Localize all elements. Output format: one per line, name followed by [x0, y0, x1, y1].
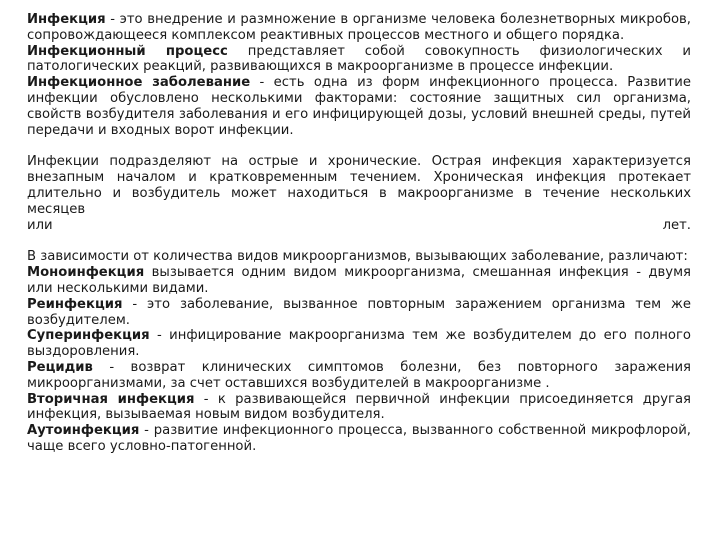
type-monoinfection: [27, 265, 691, 297]
tail-left: или: [27, 217, 53, 233]
definition-infectious-disease: [27, 75, 691, 138]
type-reinfection-text: - это заболевание, вызванное повторным заражением организма тем же возбудителем.: [27, 296, 691, 328]
definition-infection-text: - это внедрение и размножение в организме человека болезнетворных микробов, сопровождающееся комплексом реактивных процессов местного и общего порядка.: [27, 12, 691, 43]
definition-infection: [27, 12, 691, 44]
term-infectious-disease: Инфекционное заболевание: [27, 75, 251, 91]
definition-infectious-process-text: представляет собой совокупность физиологических и патологических реакций, развивающихся в макроорганизме в процессе инфекции.: [27, 43, 691, 75]
type-reinfection: [27, 297, 691, 329]
acute-chronic-paragraph: [27, 154, 691, 217]
type-autoinfection: [27, 423, 691, 455]
types-block: [27, 249, 691, 454]
definition-infectious-disease-text: - есть одна из форм инфекционного процесса. Развитие инфекции обусловлено несколькими факторами: состояние защитных сил организма, свойств возбудителя заболевания и его инфицирующей дозы, условий внешней среды, путей передачи и входных ворот инфекции.: [27, 75, 691, 138]
classification-block: [27, 154, 691, 233]
document-page: [27, 12, 691, 455]
acute-chronic-text: Инфекции подразделяют на острые и хронические. Острая инфекция характеризуется внезапным началом и кратковременным течением. Хроническая инфекция протекает длительно и возбудитель может находиться в макроорганизме в течение нескольких месяцев: [27, 154, 691, 217]
term-monoinfection: Моноинфекция: [27, 265, 145, 281]
term-infection: Инфекция: [27, 12, 106, 27]
term-secondary-infection: Вторичная инфекция: [27, 391, 195, 407]
definition-infectious-process: [27, 44, 691, 76]
type-secondary-infection-text: - к развивающейся первичной инфекции присоединяется другая инфекция, вызываемая новым видом возбудителя.: [27, 391, 691, 423]
acute-chronic-tail: [27, 218, 691, 234]
type-relapse-text: - возврат клинических симптомов болезни, без повторного заражения микроорганизмами, за счет оставшихся возбудителей в макроорганизме .: [27, 359, 691, 391]
term-infectious-process: Инфекционный процесс: [27, 43, 228, 59]
term-relapse: Рецидив: [27, 359, 93, 375]
term-autoinfection: Аутоинфекция: [27, 423, 140, 439]
spacer: [27, 233, 691, 249]
type-relapse: [27, 360, 691, 392]
term-reinfection: Реинфекция: [27, 296, 123, 312]
type-autoinfection-text: - развитие инфекционного процесса, вызванного собственной микрофлорой, чаще всего условно-патогенной.: [27, 423, 691, 454]
type-superinfection: [27, 328, 691, 360]
types-intro: В зависимости от количества видов микроорганизмов, вызывающих заболевание, различают:: [27, 249, 688, 265]
definitions-block: [27, 12, 691, 138]
term-superinfection: Суперинфекция: [27, 328, 150, 344]
type-monoinfection-text: вызывается одним видом микроорганизма, смешанная инфекция - двумя или несколькими видами.: [27, 265, 691, 296]
spacer: [27, 138, 691, 154]
type-secondary-infection: [27, 392, 691, 424]
type-superinfection-text: - инфицирование макроорганизма тем же возбудителем до его полного выздоровления.: [27, 328, 691, 360]
tail-right: лет.: [662, 217, 691, 233]
